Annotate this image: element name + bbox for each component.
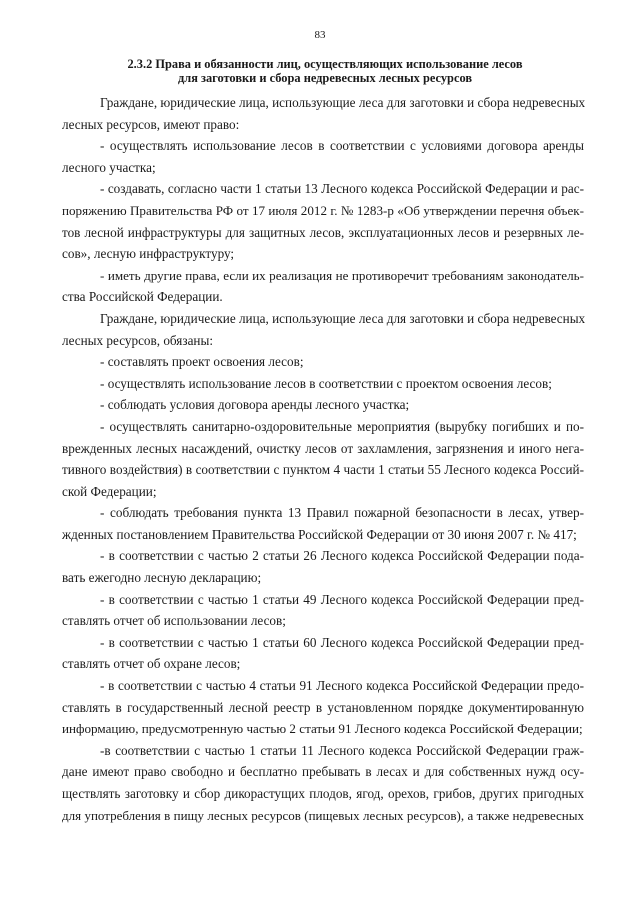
text-line: ской Федерации;: [62, 483, 157, 499]
text-line: поряжению Правительства РФ от 17 июля 2012 г. № 1283-р «Об утверждении перечня объек-: [62, 202, 584, 218]
section-heading: [70, 57, 580, 85]
text-line: - осуществлять использование лесов в соответствии с условиями договора аренды: [100, 138, 584, 154]
text-line: лесных ресурсов, обязаны:: [62, 332, 214, 348]
text-line: для употребления в пищу лесных ресурсов (пищевых лесных ресурсов), а также недревесных: [62, 807, 584, 823]
text-line: дане имеют право свободно и бесплатно пребывать в лесах и для собственных нужд осу-: [62, 764, 584, 780]
text-line: - в соответствии с частью 1 статьи 60 Лесного кодекса Российской Федерации пред-: [100, 634, 584, 650]
text-line: ставлять отчет об охране лесов;: [62, 656, 241, 672]
text-line: ществлять заготовку и сбор дикорастущих плодов, ягод, орехов, грибов, других пригодных: [62, 786, 584, 801]
text-line: информацию, предусмотренную частью 2 статьи 91 Лесного кодекса Российской Федерации;: [62, 721, 583, 737]
text-line: лесных ресурсов, имеют право:: [62, 116, 240, 132]
text-line: Граждане, юридические лица, использующие леса для заготовки и сбора недревесных: [100, 95, 586, 110]
section-heading-line: для заготовки и сбора недревесных лесных ресурсов: [177, 71, 473, 85]
text-line: ства Российской Федерации.: [62, 289, 223, 305]
text-line: - осуществлять санитарно-оздоровительные мероприятия (вырубку погибших и по-: [100, 418, 584, 434]
body-text: [62, 92, 584, 826]
text-line: Граждане, юридические лица, использующие леса для заготовки и сбора недревесных: [100, 310, 586, 326]
text-line: врежденных лесных насаждений, очистку лесов от захламления, загрязнения и иного нега-: [62, 440, 584, 456]
text-line: тов лесной инфраструктуры для защитных лесов, эксплуатационных лесов и резервных ле-: [62, 224, 584, 240]
text-line: - осуществлять использование лесов в соответствии с проектом освоения лесов;: [100, 375, 552, 391]
text-line: - в соответствии с частью 1 статьи 49 Лесного кодекса Российской Федерации пред-: [100, 591, 584, 607]
text-line: сов», лесную инфраструктуру;: [62, 246, 235, 262]
text-line: лесного участка;: [62, 159, 156, 175]
text-line: вать ежегодно лесную декларацию;: [62, 570, 262, 586]
text-line: - создавать, согласно части 1 статьи 13 Лесного кодекса Российской Федерации и рас-: [100, 181, 584, 197]
text-line: - иметь другие права, если их реализация не противоречит требованиям законодатель-: [100, 267, 584, 283]
text-line: - соблюдать условия договора аренды лесного участка;: [100, 397, 410, 413]
section-heading-line: 2.3.2 Права и обязанности лиц, осуществляющих использование лесов: [127, 57, 523, 71]
text-line: - соблюдать требования пункта 13 Правил пожарной безопасности в лесах, утвер-: [100, 505, 584, 521]
text-line: - в соответствии с частью 4 статьи 91 Лесного кодекса Российской Федерации предо-: [100, 678, 584, 694]
text-line: тивного воздействия) в соответствии с пунктом 4 части 1 статьи 55 Лесного кодекса Россий-: [62, 462, 584, 478]
text-line: - в соответствии с частью 2 статьи 26 Лесного кодекса Российской Федерации пода-: [100, 548, 584, 564]
text-line: - составлять проект освоения лесов;: [100, 354, 304, 370]
text-line: жденных постановлением Правительства Российской Федерации от 30 июня 2007 г. № 417;: [62, 526, 577, 542]
text-line: ставлять отчет об использовании лесов;: [62, 613, 286, 629]
text-line: ставлять в государственный лесной реестр в установленном порядке документированную: [62, 699, 584, 715]
page-number: 83: [314, 29, 326, 41]
text-line: -в соответствии с частью 1 статьи 11 Лесного кодекса Российской Федерации граж-: [100, 742, 584, 758]
